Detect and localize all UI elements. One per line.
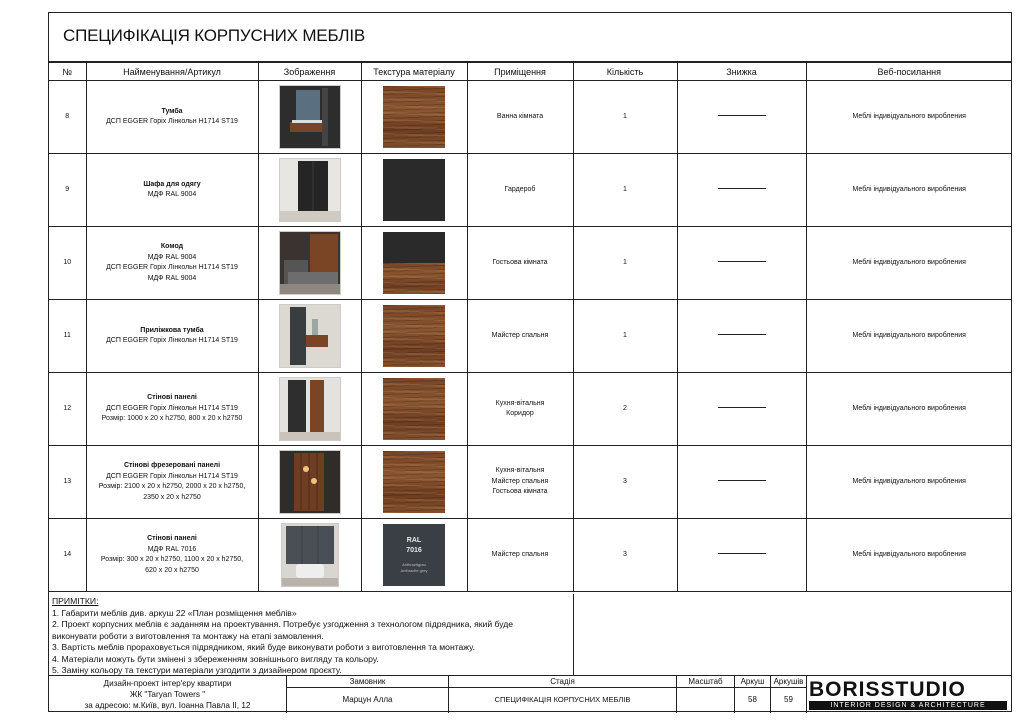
room-cell — [467, 373, 573, 446]
empty-dash — [718, 188, 766, 189]
link-cell: Меблі індивідуального виробления — [806, 446, 1012, 519]
ral7016-texture-swatch — [383, 524, 445, 586]
link-cell: Меблі індивідуального виробления — [806, 519, 1012, 592]
item-detail: 620 x 20 x h2750 — [145, 566, 199, 574]
item-detail: ДСП EGGER Горіх Лінкольн H1714 ST19 — [106, 472, 238, 480]
note-line: 2. Проект корпусних меблів є заданням на проектування. Потребує узгодження з технологом підрядника, який буде — [52, 619, 514, 629]
room-name: Майстер спальня — [491, 477, 549, 485]
note-line: 3. Вартість меблів прораховується підрядником, який буде виконувати роботи з виготовлення та монтажу. — [52, 642, 475, 652]
ral-swatch-name-de: Anthrazitgrau — [402, 562, 426, 567]
sheets-value: 59 — [784, 695, 793, 704]
row-number: 13 — [49, 446, 86, 519]
empty-dash — [718, 115, 766, 116]
title-bar — [49, 13, 1011, 62]
client-value: Марцун Алла — [342, 695, 393, 704]
item-detail: 2350 x 20 x h2750 — [143, 493, 201, 501]
qty-cell: 1 — [573, 300, 677, 373]
project-line: ЖК "Taryan Towers " — [129, 690, 206, 699]
spec-table — [49, 62, 1012, 592]
empty-dash — [718, 553, 766, 554]
notes-block — [49, 594, 574, 675]
walnut-texture-swatch — [383, 378, 445, 440]
logo-main: BORISSTUDIO — [809, 678, 966, 701]
col-header-name: Найменування/Артикул — [86, 63, 258, 81]
link-cell: Меблі індивідуального виробления — [806, 154, 1012, 227]
ral-swatch-code: 7016 — [406, 547, 422, 554]
walnut-texture-swatch — [383, 305, 445, 367]
item-cell — [86, 519, 258, 592]
row-number: 10 — [49, 227, 86, 300]
empty-dash — [718, 261, 766, 262]
row-number: 12 — [49, 373, 86, 446]
image-cell — [258, 227, 361, 300]
col-header-image: Зображення — [258, 63, 361, 81]
item-detail: ДСП EGGER Горіх Лінкольн H1714 ST19 — [106, 118, 238, 125]
item-cell — [86, 227, 258, 300]
discount-cell — [677, 81, 806, 154]
col-header-qty: Кількість — [573, 63, 677, 81]
scale-value — [677, 688, 734, 712]
discount-cell — [677, 300, 806, 373]
qty-cell: 1 — [573, 154, 677, 227]
note-line: 5. Заміну кольору та текстури матеріали узгодити з дизайнером проєкту. — [52, 665, 342, 675]
col-header-texture: Текстура матеріалу — [361, 63, 467, 81]
item-name: Стінові фрезеровані панелі — [123, 462, 221, 469]
stage-label: Стадія — [449, 676, 676, 688]
ral-swatch-name-en: Anthracite grey — [400, 568, 428, 573]
room-cell — [467, 519, 573, 592]
room-name: Кухня-вітальня — [495, 467, 545, 475]
room-name: Коридор — [506, 410, 534, 417]
project-line: Дизайн-проект інтер'єру квартири — [103, 679, 232, 688]
item-detail: ДСП EGGER Горіх Лінкольн H1714 ST19 — [106, 337, 238, 344]
table-row — [49, 81, 1012, 154]
note-line: 4. Матеріали можуть бути змінені з збереженням зовнішнього вигляду та кольору. — [52, 653, 379, 664]
qty-cell: 1 — [573, 81, 677, 154]
sheet-label: Аркуш — [735, 676, 770, 688]
note-line: 1. Габарити меблів див. аркуш 22 «План розміщення меблів» — [52, 607, 297, 618]
stage-cell — [449, 676, 677, 713]
item-name: Шафа для одягу — [143, 180, 201, 188]
texture-cell — [361, 373, 467, 446]
walnut-texture-swatch — [383, 451, 445, 513]
item-cell — [86, 446, 258, 519]
room-cell — [467, 300, 573, 373]
item-name: Тумба — [161, 107, 183, 115]
scale-cell — [677, 676, 735, 713]
ral-swatch-label: RAL — [406, 537, 422, 544]
table-row — [49, 519, 1012, 592]
texture-cell — [361, 154, 467, 227]
row-number: 14 — [49, 519, 86, 592]
image-cell — [258, 446, 361, 519]
sheets-label: Аркушів — [771, 676, 806, 688]
col-header-discount: Знижка — [677, 63, 806, 81]
item-detail: ДСП EGGER Горіх Лінкольн H1714 ST19 — [106, 264, 238, 271]
link-cell: Меблі індивідуального виробления — [806, 373, 1012, 446]
notes-heading: ПРИМІТКИ: — [52, 596, 99, 606]
item-name: Стінові панелі — [147, 394, 197, 402]
item-cell — [86, 81, 258, 154]
empty-dash — [718, 480, 766, 481]
col-header-no: № — [49, 63, 86, 81]
item-detail: Розмір: 1000 x 20 x h2750, 800 x 20 x h2750 — [101, 415, 243, 423]
col-header-link: Веб-посилання — [806, 63, 1012, 81]
item-cell — [86, 300, 258, 373]
texture-cell — [361, 227, 467, 300]
page-title: СПЕЦИФІКАЦІЯ КОРПУСНИХ МЕБЛІВ — [63, 26, 366, 45]
discount-cell — [677, 519, 806, 592]
room-name: Гардероб — [504, 185, 536, 193]
room-name: Гостьова кімната — [492, 258, 548, 266]
qty-cell: 3 — [573, 519, 677, 592]
title-block — [49, 675, 1012, 712]
room-name: Кухня-вітальня — [495, 399, 545, 407]
item-name: Приліжкова тумба — [140, 326, 204, 334]
sheet-cell — [735, 676, 771, 713]
spec-sheet — [48, 12, 1012, 712]
item-detail: Розмір: 300 x 20 x h2750, 1100 x 20 x h2750, — [100, 556, 244, 563]
row-number: 11 — [49, 300, 86, 373]
discount-cell — [677, 154, 806, 227]
milled-panels-image — [279, 450, 341, 514]
room-cell — [467, 446, 573, 519]
image-cell — [258, 81, 361, 154]
qty-cell: 1 — [573, 227, 677, 300]
room-cell — [467, 227, 573, 300]
bedroom-panels-image — [281, 523, 339, 587]
link-cell: Меблі індивідуального виробления — [806, 300, 1012, 373]
room-cell — [467, 154, 573, 227]
image-cell — [258, 300, 361, 373]
discount-cell — [677, 446, 806, 519]
sheet-value: 58 — [748, 695, 757, 704]
project-line: за адресою: м.Київ, вул. Іоанна Павла ІІ, 12 — [84, 701, 251, 710]
empty-dash — [718, 334, 766, 335]
table-row — [49, 373, 1012, 446]
table-row — [49, 446, 1012, 519]
client-label: Замовник — [287, 676, 448, 688]
room-cell — [467, 81, 573, 154]
link-cell: Меблі індивідуального виробления — [806, 227, 1012, 300]
logo-sub: INTERIOR DESIGN & ARCHITECTURE — [809, 701, 1007, 710]
dresser-image — [279, 231, 341, 295]
stage-value: СПЕЦИФІКАЦІЯ КОРПУСНИХ МЕБЛІВ — [494, 695, 631, 704]
discount-cell — [677, 227, 806, 300]
item-cell — [86, 154, 258, 227]
texture-cell — [361, 446, 467, 519]
item-cell — [86, 373, 258, 446]
bath-cabinet-image — [279, 85, 341, 149]
room-name: Майстер спальня — [491, 550, 549, 558]
empty-dash — [718, 407, 766, 408]
note-line: виконувати роботи з виготовлення та монтажу на етапі замовлення. — [52, 630, 324, 641]
discount-cell — [677, 373, 806, 446]
item-detail: МДФ RAL 7016 — [147, 545, 197, 553]
row-number: 8 — [49, 81, 86, 154]
table-row — [49, 154, 1012, 227]
image-cell — [258, 373, 361, 446]
project-info — [49, 676, 287, 713]
table-header-row — [49, 63, 1012, 81]
walnut-texture-swatch — [383, 86, 445, 148]
item-name: Комод — [160, 243, 184, 250]
col-header-room: Приміщення — [467, 63, 573, 81]
room-name: Гостьова кімната — [492, 488, 548, 496]
sheets-cell — [771, 676, 807, 713]
wall-panels-image — [279, 377, 341, 441]
image-cell — [258, 519, 361, 592]
room-name: Ванна кімната — [496, 112, 544, 120]
qty-cell: 2 — [573, 373, 677, 446]
qty-cell: 3 — [573, 446, 677, 519]
client-cell — [287, 676, 449, 713]
walnut-texture-part — [383, 263, 445, 294]
texture-cell — [361, 519, 467, 592]
item-name: Стінові панелі — [147, 535, 197, 542]
item-detail: Розмір: 2100 x 20 x h2750, 2000 x 20 x h2750, — [98, 483, 246, 490]
item-detail: МДФ RAL 9004 — [147, 191, 197, 198]
item-detail: ДСП EGGER Горіх Лінкольн H1714 ST19 — [106, 404, 238, 412]
studio-logo — [807, 676, 1012, 713]
row-number: 9 — [49, 154, 86, 227]
black-texture-part — [383, 232, 445, 263]
table-row — [49, 300, 1012, 373]
texture-cell — [361, 300, 467, 373]
table-row — [49, 227, 1012, 300]
room-name: Майстер спальня — [491, 331, 549, 339]
texture-cell — [361, 81, 467, 154]
black-texture-swatch — [383, 159, 445, 221]
wardrobe-image — [279, 158, 341, 222]
black-walnut-texture-swatch — [383, 232, 445, 294]
link-cell: Меблі індивідуального виробления — [806, 81, 1012, 154]
item-detail: МДФ RAL 9004 — [147, 274, 197, 282]
image-cell — [258, 154, 361, 227]
item-detail: МДФ RAL 9004 — [147, 253, 197, 261]
scale-label: Масштаб — [677, 676, 734, 688]
nightstand-image — [279, 304, 341, 368]
